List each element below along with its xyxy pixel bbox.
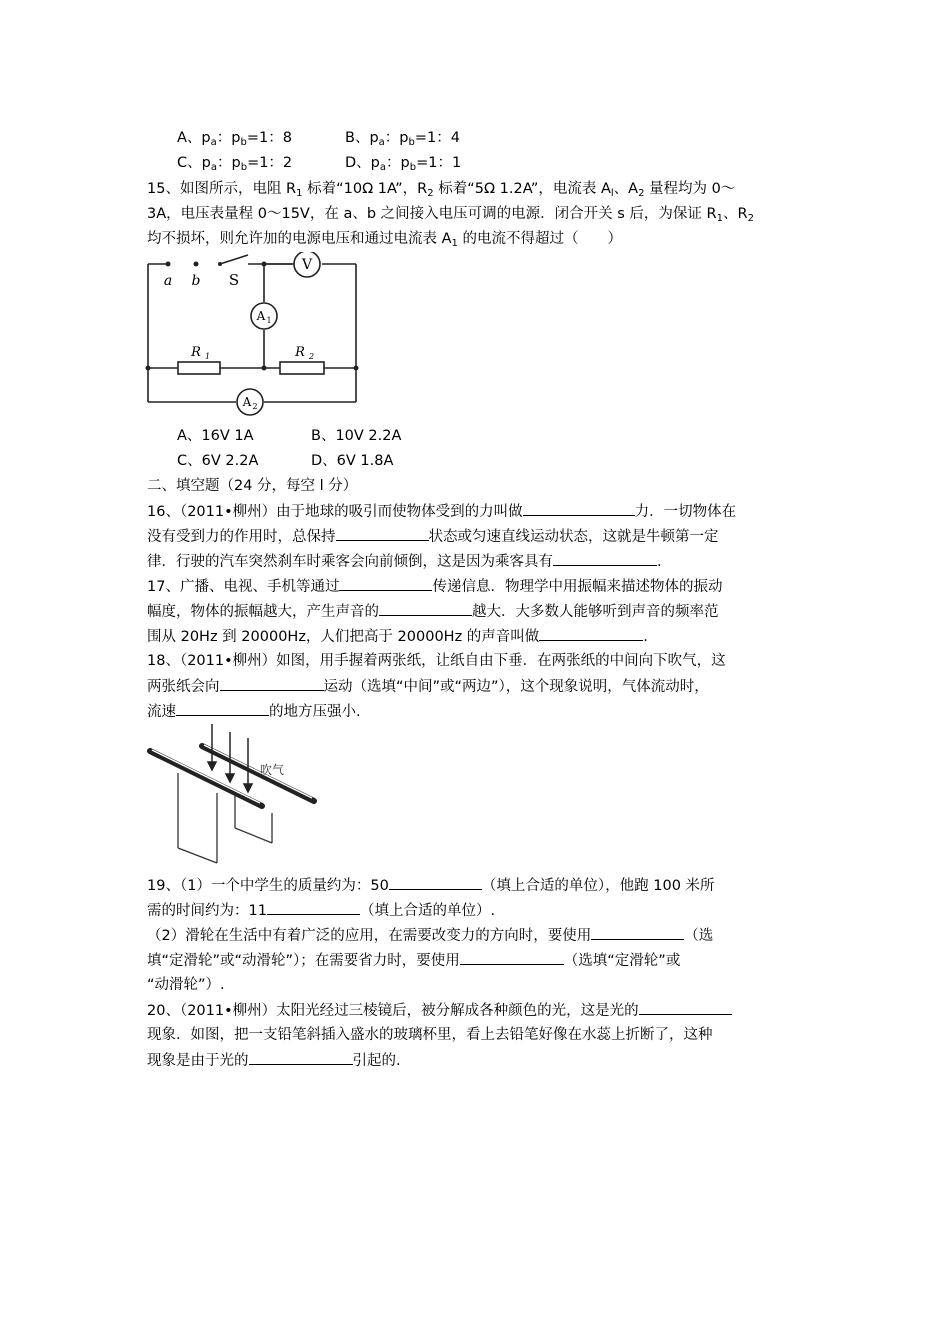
q14-option-a: A、$p_a$：$p_b=1$：8 xyxy=(177,130,292,148)
svg-text:2: 2 xyxy=(309,352,315,361)
q17-line-3: 围从 20Hz 到 20000Hz，人们把高于 20000Hz 的声音叫做 . xyxy=(147,626,648,647)
answer-blank[interactable] xyxy=(389,875,482,890)
answer-blank[interactable] xyxy=(339,576,432,591)
svg-text:2: 2 xyxy=(252,402,258,411)
svg-text:1: 1 xyxy=(266,316,272,325)
section-heading: 二、填空题（24 分，每空 l 分） xyxy=(147,478,358,494)
answer-blank[interactable] xyxy=(379,601,472,616)
q16-line-2: 没有受到力的作用时，总保持 状态或匀速直线运动状态，这就是牛顿第一定 xyxy=(147,526,719,547)
q15-option-d: D、6V 1.8A xyxy=(311,453,394,469)
q15-option-b: B、10V 2.2A xyxy=(311,428,402,444)
q19-line-3: （2）滑轮在生活中有着广泛的应用，在需要改变力的方向时，要使用 （选 xyxy=(147,925,713,946)
switch-pivot xyxy=(218,262,222,266)
q14-option-b: B、$p_a$：$p_b=1$：4 xyxy=(345,130,460,148)
answer-blank[interactable] xyxy=(639,1000,732,1015)
svg-text:A: A xyxy=(256,309,266,323)
q19-line-2: 需的时间约为：11 （填上合适的单位）. xyxy=(147,900,495,921)
circuit-diagram xyxy=(140,252,365,417)
resistor-r1 xyxy=(178,362,220,374)
paper-blowing-figure xyxy=(142,718,332,868)
q15-line-3: 均不损坏，则允许加的电源电压和通过电流表 $A_1$ 的电流不得超过（ ） xyxy=(147,231,623,249)
q20-line-3: 现象是由于光的 引起的. xyxy=(147,1050,401,1071)
q15-option-a: A、16V 1A xyxy=(177,428,254,444)
blow-label: 吹气 xyxy=(260,763,285,777)
q16-line-1: 16、（2011•柳州）由于地球的吸引而使物体受到的力叫做 力．一切物体在 xyxy=(147,501,736,522)
answer-blank[interactable] xyxy=(267,900,360,915)
q20-line-1: 20、（2011•柳州）太阳光经过三棱镜后，被分解成各种颜色的光，这是光的 xyxy=(147,1000,732,1021)
terminal-a xyxy=(166,262,171,267)
q14-option-d: D、$p_a$：$p_b=1$：1 xyxy=(345,155,462,173)
q18-line-1: 18、（2011•柳州）如图，用手握着两张纸，让纸自由下垂．在两张纸的中间向下吹气，这 xyxy=(147,653,726,669)
q20-line-2: 现象．如图，把一支铅笔斜插入盛水的玻璃杯里，看上去铅笔好像在水蕊上折断了，这种 xyxy=(147,1027,713,1043)
q15-option-c: C、6V 2.2A xyxy=(177,453,259,469)
svg-text:A: A xyxy=(242,395,252,409)
svg-text:S: S xyxy=(228,271,240,289)
q16-line-3: 律．行驶的汽车突然刹车时乘客会向前倾倒，这是因为乘客具有 . xyxy=(147,551,662,572)
q17-line-1: 17、广播、电视、手机等通过 传递信息．物理学中用振幅来描述物体的振动 xyxy=(147,576,722,597)
answer-blank[interactable] xyxy=(553,551,657,566)
svg-text:V: V xyxy=(301,257,313,273)
terminal-b xyxy=(194,262,199,267)
answer-blank[interactable] xyxy=(591,925,684,940)
answer-blank[interactable] xyxy=(249,1050,353,1065)
svg-text:R: R xyxy=(295,345,305,360)
answer-blank[interactable] xyxy=(336,526,429,541)
q19-line-1: 19、（1）一个中学生的质量约为：50 （填上合适的单位），他跑 100 米所 xyxy=(147,875,715,896)
svg-text:R: R xyxy=(191,345,201,360)
q17-line-2: 幅度，物体的振幅越大，产生声音的 越大．大多数人能够听到声音的频率范 xyxy=(147,601,719,622)
svg-text:a: a xyxy=(163,273,173,289)
q14-option-c: C、$p_a$：$p_b=1$：2 xyxy=(177,155,293,173)
answer-blank[interactable] xyxy=(220,676,324,691)
answer-blank[interactable] xyxy=(460,950,564,965)
q15-line-2: 3A，电压表量程 0～15V，在 a、b 之间接入电压可调的电源．闭合开关 s 后，为保证 $R_1$、$R_2$ xyxy=(147,206,754,224)
q19-line-4: 填“定滑轮”或“动滑轮”）；在需要省力时，要使用 （选填“定滑轮”或 xyxy=(147,950,680,971)
svg-text:b: b xyxy=(191,273,201,289)
answer-blank[interactable] xyxy=(539,626,643,641)
answer-blank[interactable] xyxy=(176,701,269,716)
q15-line-1: 15、如图所示，电阻 $R_1$ 标着“10Ω 1A”，$R_2$ 标着“5Ω 1.2A”，电流表 $A_l$、$A_2$ 量程均为 0～ xyxy=(147,181,736,199)
q19-line-5: “动滑轮”）. xyxy=(147,977,225,993)
svg-text:1: 1 xyxy=(205,352,211,361)
answer-blank[interactable] xyxy=(523,501,635,516)
q18-line-2: 两张纸会向 运动（选填“中间”或“两边”），这个现象说明，气体流动时， xyxy=(147,676,709,697)
resistor-r2 xyxy=(280,362,324,374)
q18-line-3: 流速 的地方压强小. xyxy=(147,701,361,722)
